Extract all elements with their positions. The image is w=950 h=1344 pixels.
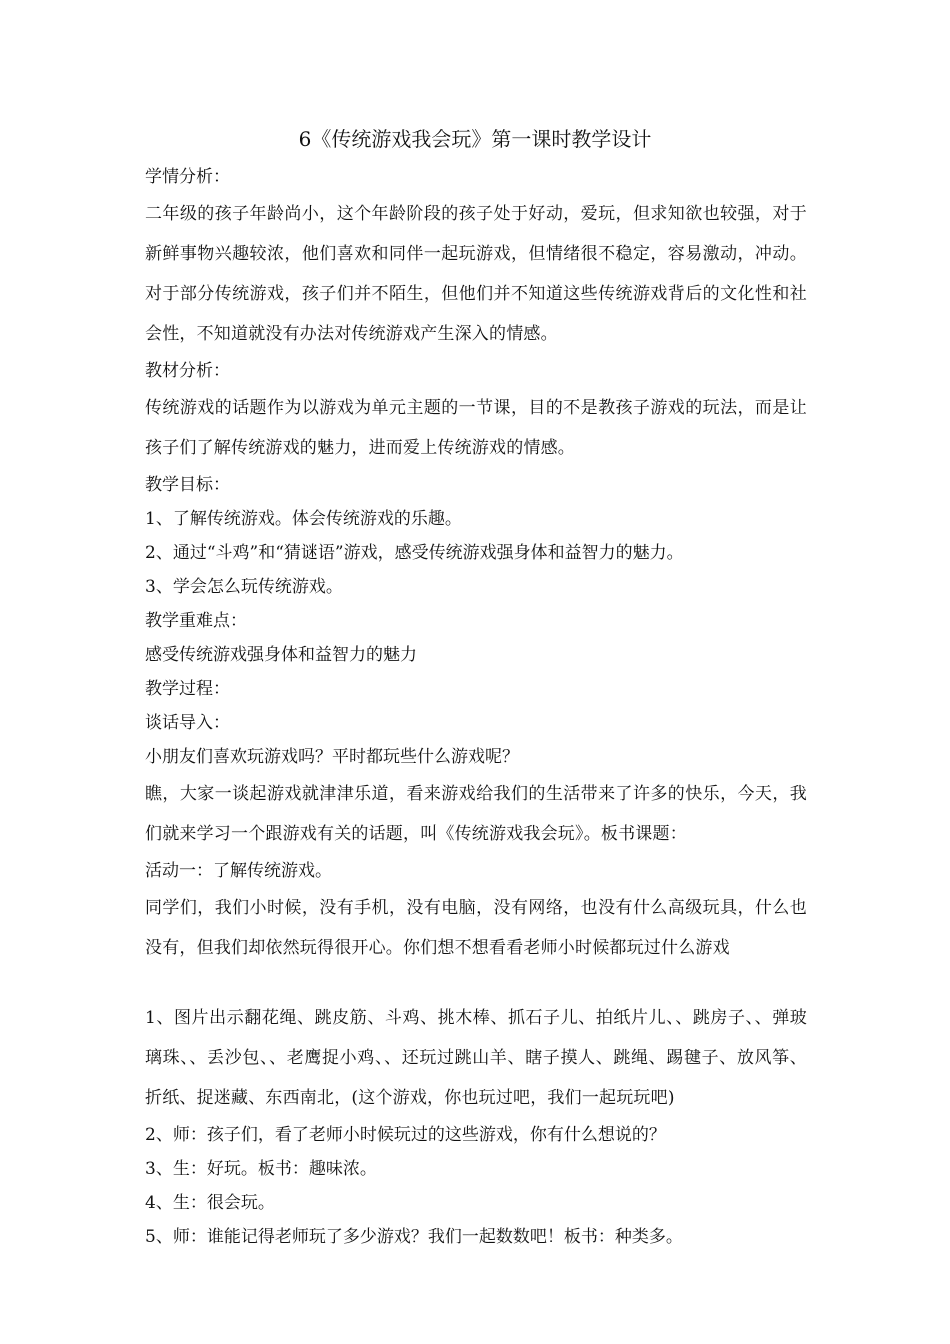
process-step: 3、生：好玩。板书：趣味浓。 — [145, 1159, 377, 1179]
learner-analysis-heading: 学情分析： — [145, 167, 230, 187]
paragraph-gap — [145, 968, 807, 998]
material-analysis-heading: 教材分析： — [145, 361, 230, 381]
process-step: 4、生：很会玩。 — [145, 1193, 275, 1213]
teaching-goal-item: 2、通过“斗鸡”和“猜谜语”游戏，感受传统游戏强身体和益智力的魅力。 — [145, 543, 684, 563]
teaching-process-heading: 教学过程： — [145, 679, 230, 699]
intro-text: 瞧，大家一谈起游戏就津津乐道，看来游戏给我们的生活带来了许多的快乐，今天，我们就来学习一个跟游戏有关的话题，叫《传统游戏我会玩》。板书课题： — [145, 784, 807, 844]
key-points-heading: 教学重难点： — [145, 611, 247, 631]
teaching-goals-heading: 教学目标： — [145, 475, 230, 495]
process-step: 2、师：孩子们，看了老师小时候玩过的这些游戏，你有什么想说的？ — [145, 1125, 666, 1145]
activity-one-heading: 活动一：了解传统游戏。 — [145, 861, 332, 881]
teaching-goal-item: 3、学会怎么玩传统游戏。 — [145, 577, 343, 597]
teaching-goal-item: 1、了解传统游戏。体会传统游戏的乐趣。 — [145, 509, 462, 529]
activity-one-text: 同学们，我们小时候，没有手机，没有电脑，没有网络，也没有什么高级玩具，什么也没有，但我们却依然玩得很开心。你们想不想看看老师小时候都玩过什么游戏 — [145, 898, 807, 958]
intro-question: 小朋友们喜欢玩游戏吗？平时都玩些什么游戏呢？ — [145, 747, 519, 767]
process-step: 1、图片出示翻花绳、跳皮筋、斗鸡、挑木棒、抓石子儿、拍纸片儿、、跳房子、、弹玻璃珠、、丢沙包、、老鹰捉小鸡、、还玩过跳山羊、瞎子摸人、跳绳、踢毽子、放风筝、折纸、捉迷藏、东西南北，(这个游戏，你也玩过吧，我们一起玩玩吧) — [145, 1008, 807, 1108]
process-step: 5、师：谁能记得老师玩了多少游戏？我们一起数数吧！板书：种类多。 — [145, 1227, 683, 1247]
learner-analysis-text: 二年级的孩子年龄尚小，这个年龄阶段的孩子处于好动，爱玩，但求知欲也较强，对于新鲜事物兴趣较浓，他们喜欢和同伴一起玩游戏，但情绪很不稳定，容易激动，冲动。对于部分传统游戏，孩子们并不陌生，但他们并不知道这些传统游戏背后的文化性和社会性，不知道就没有办法对传统游戏产生深入的情感。 — [145, 204, 807, 344]
key-points-text: 感受传统游戏强身体和益智力的魅力 — [145, 645, 417, 665]
material-analysis-text: 传统游戏的话题作为以游戏为单元主题的一节课，目的不是教孩子游戏的玩法，而是让孩子们了解传统游戏的魅力，进而爱上传统游戏的情感。 — [145, 398, 807, 458]
intro-heading: 谈话导入： — [145, 713, 230, 733]
page-title: 6《传统游戏我会玩》第一课时教学设计 — [298, 127, 652, 151]
document-body — [145, 160, 807, 1254]
